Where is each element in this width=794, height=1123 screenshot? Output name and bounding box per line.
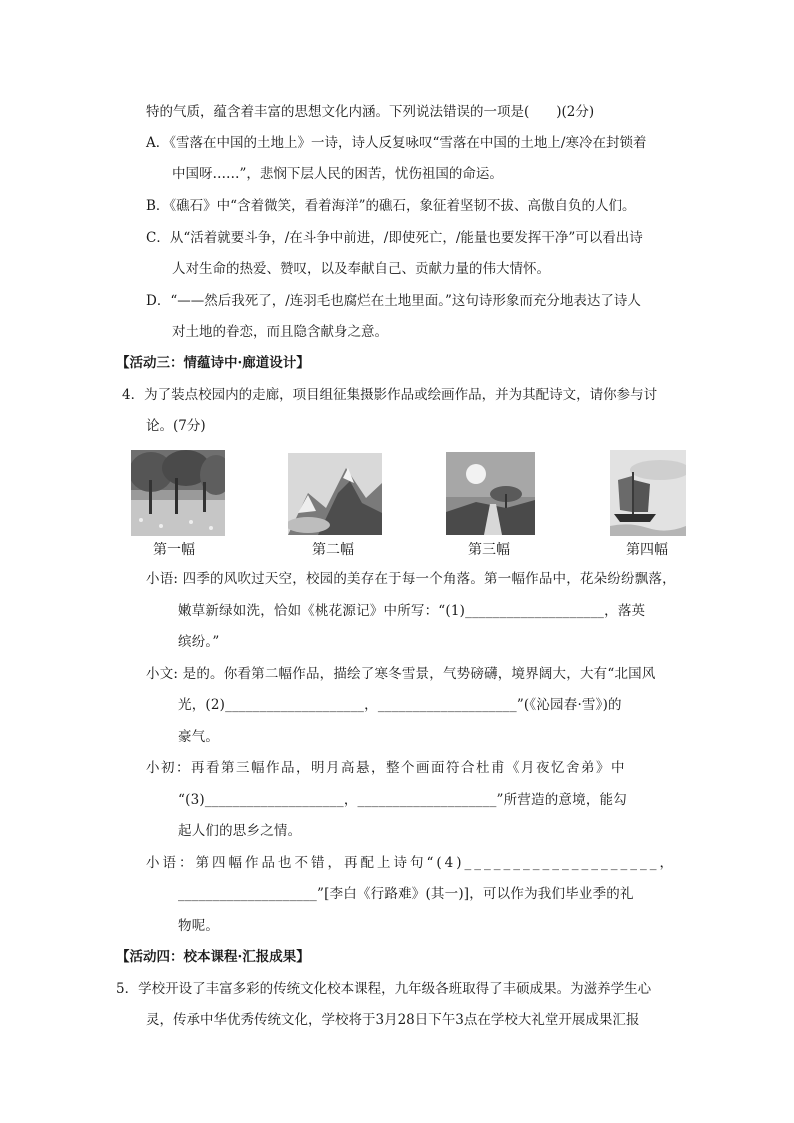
q4-stem: 4．为了装点校园内的走廊，项目组征集摄影作品或绘画作品，并为其配诗文，请你参与讨: [122, 387, 658, 403]
q3-option-b: B．《礁石》中“含着微笑，看着海洋”的礁石，象征着坚韧不拔、高傲自负的人们。: [146, 198, 636, 214]
dialog-xiaowen-end: 豪气。: [178, 729, 220, 745]
dialog-xiaoyu-1: 小语: 四季的风吹过天空，校园的美存在于每一个角落。第一幅作品中，花朵纷纷飘落，: [146, 571, 676, 587]
dialog-xiaoyu-2-end: 物呢。: [178, 918, 220, 934]
q5-stem: 5．学校开设了丰富多彩的传统文化校本课程，九年级各班取得了丰硕成果。为滋养学生心: [116, 981, 652, 997]
q3-option-c-cont: 人对生命的热爱、赞叹，以及奉献自己、贡献力量的伟大情怀。: [172, 261, 550, 277]
dialog-xiaochu: 小初：再看第三幅作品，明月高悬，整个画面符合杜甫《月夜忆舍弟》中: [146, 760, 626, 776]
q3-option-a: A．《雪落在中国的土地上》一诗，诗人反复咏叹“雪落在中国的土地上/寒冷在封锁着: [146, 135, 647, 151]
dialog-xiaoyu-2: 小语：第四幅作品也不错，再配上诗句“(4)____________________，: [146, 855, 677, 871]
q3-option-a-cont: 中国呀……”，悲悯下层人民的困苦，忧伤祖国的命运。: [172, 166, 503, 182]
caption-picture-1: 第一幅: [153, 542, 195, 558]
caption-picture-3: 第三幅: [468, 542, 510, 558]
dialog-xiaoyu-2-cont: ____________________”[李白《行路难》(其一)]，可以作为我们毕业季的礼: [178, 886, 634, 902]
dialog-xiaoyu-1-end: 缤纷。”: [178, 634, 220, 650]
q3-option-d: D．“——然后我死了，/连羽毛也腐烂在土地里面。”这句诗形象而充分地表达了诗人: [146, 293, 641, 309]
dialog-xiaoyu-1-cont: 嫩草新绿如洗，恰如《桃花源记》中所写：“(1)____________________，落英: [178, 603, 646, 619]
q3-option-c: C．从“活着就要斗争，/在斗争中前进，/即使死亡，/能量也要发挥干净”可以看出诗: [146, 230, 643, 246]
picture-2-snow-mountain-painting: [288, 453, 382, 535]
picture-3-moon-night-painting: [446, 452, 535, 535]
q3-option-d-cont: 对土地的眷恋，而且隐含献身之意。: [172, 324, 388, 340]
dialog-xiaochu-end: 起人们的思乡之情。: [178, 823, 302, 839]
q5-stem-cont: 灵，传承中华优秀传统文化，学校将于3月28日下午3点在学校大礼堂开展成果汇报: [146, 1012, 640, 1028]
caption-picture-4: 第四幅: [626, 542, 668, 558]
dialog-xiaowen: 小文: 是的。你看第二幅作品，描绘了寒冬雪景，气势磅礴，境界阔大，大有“北国风: [146, 666, 656, 682]
activity4-heading: 【活动四：校本课程·汇报成果】: [116, 949, 310, 965]
q4-stem-cont: 论。(7分): [146, 418, 206, 434]
caption-picture-2: 第二幅: [312, 542, 354, 558]
dialog-xiaochu-cont: “(3)____________________，____________________”所营造的意境，能勾: [178, 792, 627, 808]
activity3-heading: 【活动三：情蕴诗中·廊道设计】: [116, 355, 310, 371]
picture-4-sailboat-painting: [610, 450, 686, 536]
dialog-xiaowen-cont: 光，(2)____________________，____________________”(《沁园春·雪》)的: [178, 697, 622, 713]
q3-intro: 特的气质，蕴含着丰富的思想文化内涵。下列说法错误的一项是( )(2分): [146, 104, 595, 120]
picture-1-orchard-photo: [131, 450, 225, 536]
